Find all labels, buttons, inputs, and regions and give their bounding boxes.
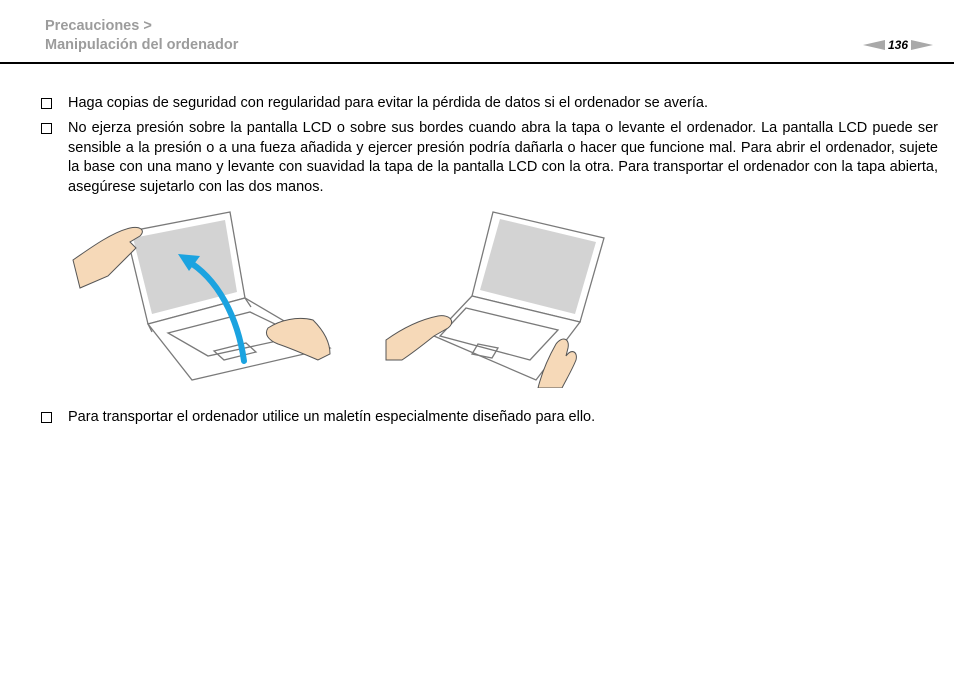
bullet-text: No ejerza presión sobre la pantalla LCD o sobre sus bordes cuando abra la tapa o levante el ordenador. La pantalla LCD puede ser sensible a la presión o a una fueza añadida y ejercer presión podría dañarla o hacer que funcione mal. Para abrir el ordenador, sujete la base con una mano y levante con suavidad la tapa de la pantalla LCD con la otra. Para transportar el ordenador con la tapa abierta, asegúrese sujetarlo con las dos manos.: [68, 120, 938, 195]
bullet-checkbox-icon: [41, 123, 52, 134]
bullet-checkbox-icon: [41, 98, 52, 109]
breadcrumb: [45, 17, 238, 55]
page-header: [0, 0, 954, 64]
breadcrumb-section-link[interactable]: Precauciones >: [45, 18, 152, 34]
laptop-carrying-figure: [434, 212, 604, 380]
bullet-item-carrying-case: [40, 408, 938, 428]
bullet-item-lcd-pressure: [40, 119, 938, 197]
bullet-item-backup: [40, 94, 938, 114]
bullet-checkbox-icon: [41, 412, 52, 423]
page-navigator: [860, 37, 936, 53]
bullet-text: Haga copias de seguridad con regularidad para evitar la pérdida de datos si el ordenador se avería.: [68, 95, 709, 111]
page-number: 136: [887, 38, 909, 52]
laptop-opening-figure: [126, 212, 330, 380]
bullet-text: Para transportar el ordenador utilice un maletín especialmente diseñado para ello.: [68, 409, 596, 425]
header-divider: [0, 62, 954, 64]
next-page-arrow-icon[interactable]: [911, 40, 933, 50]
previous-page-arrow-icon[interactable]: [863, 40, 885, 50]
laptop-handling-illustration: [68, 208, 613, 388]
breadcrumb-page-title: Manipulación del ordenador: [45, 37, 239, 53]
